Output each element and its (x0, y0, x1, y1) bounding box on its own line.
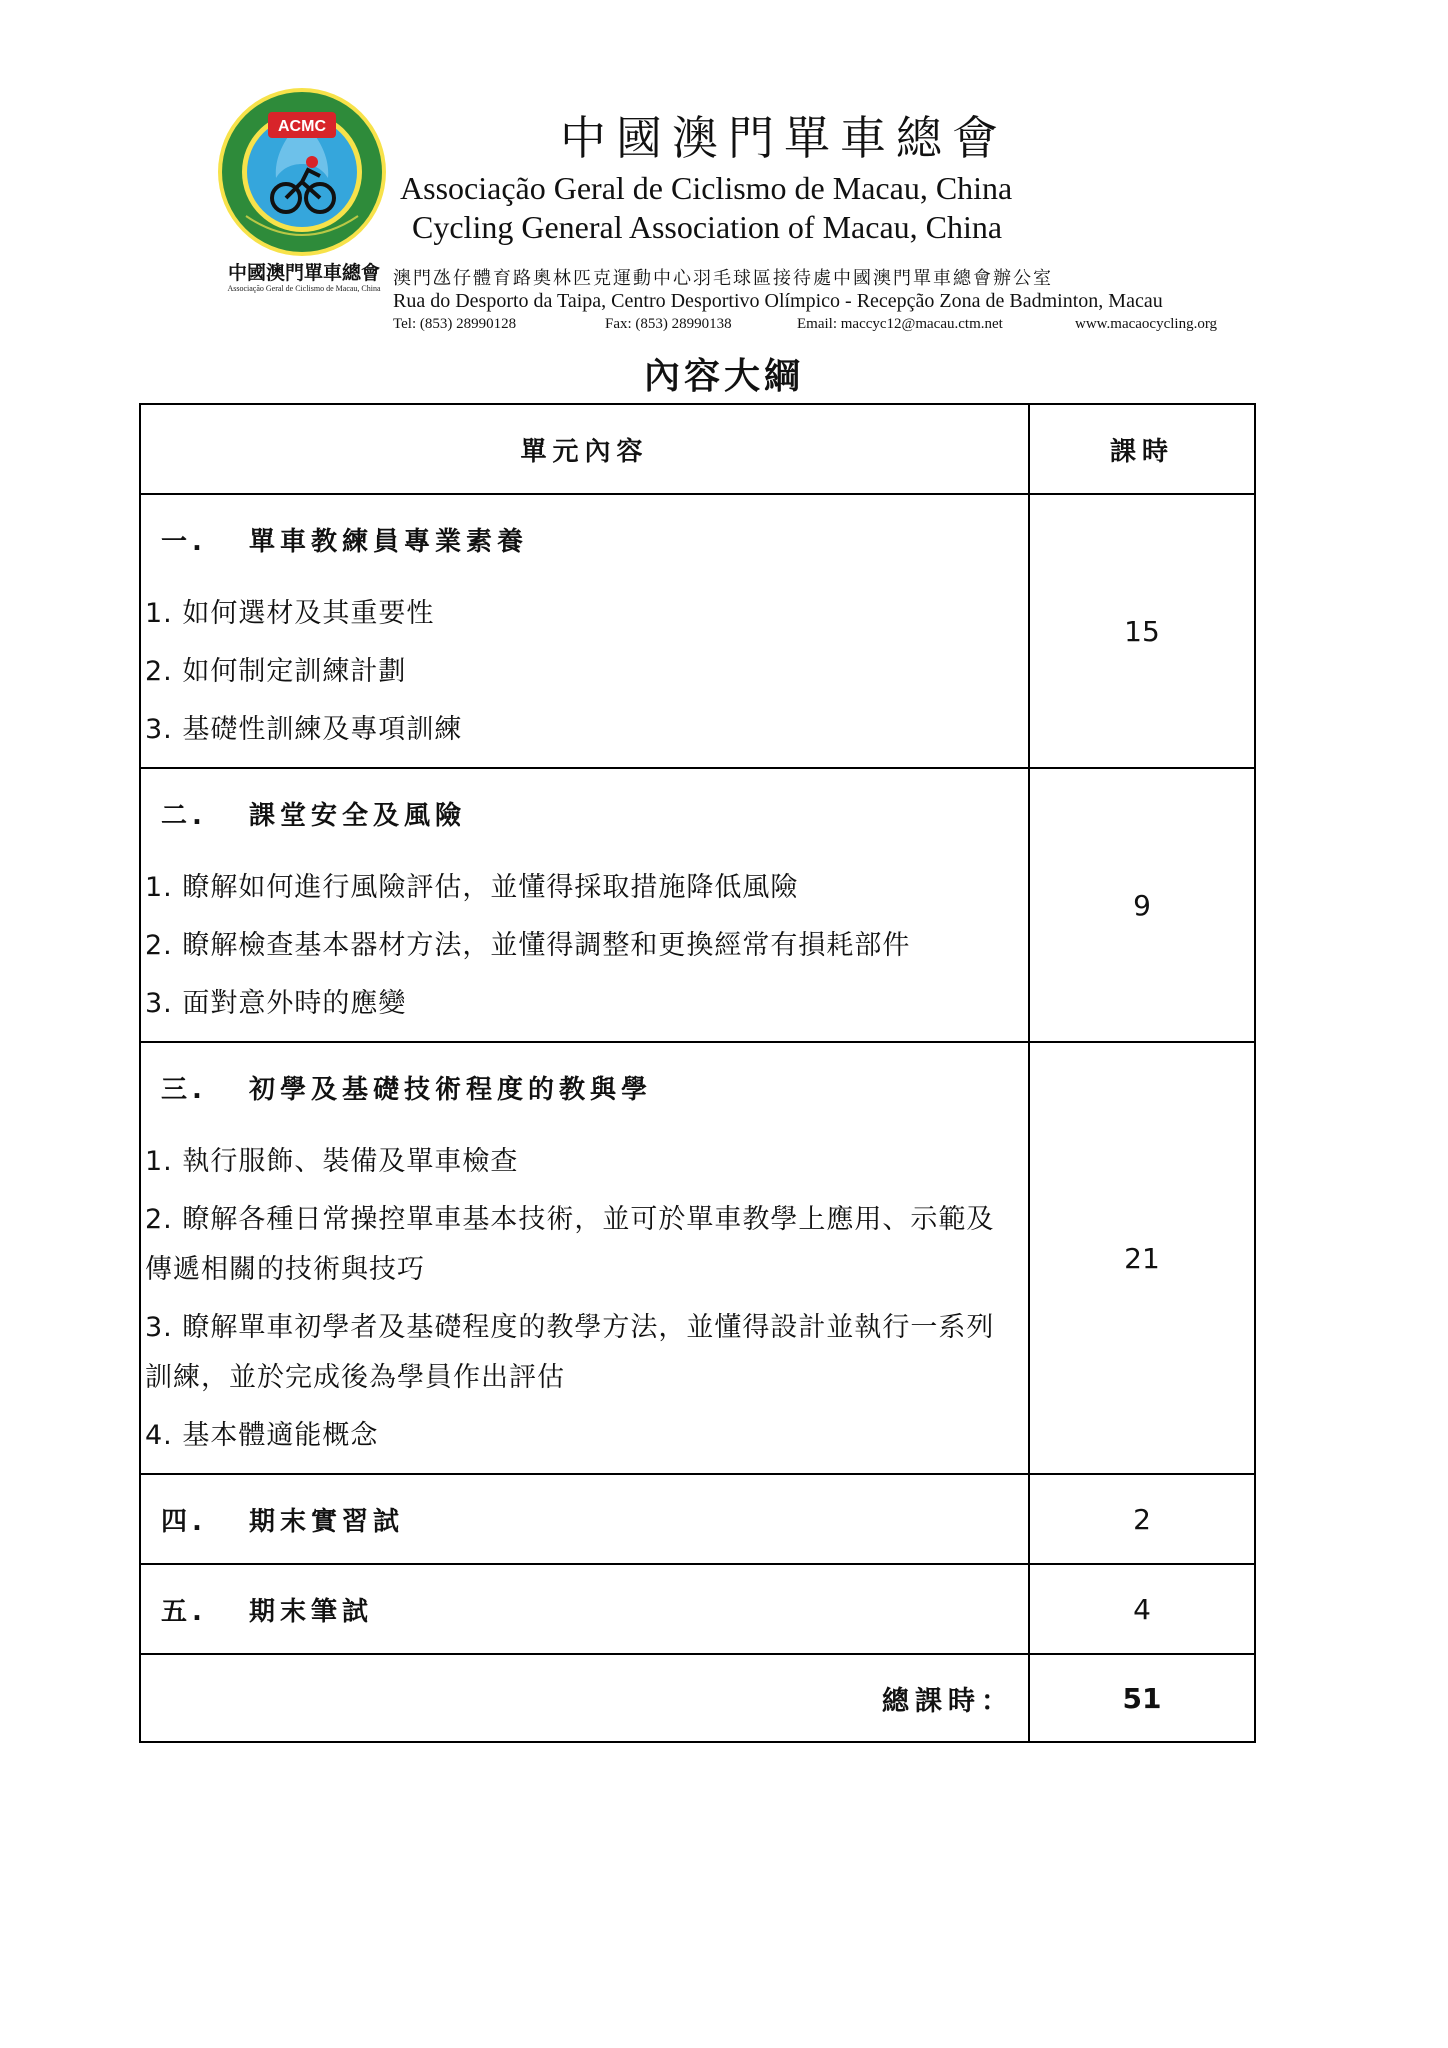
section-hours: 21 (1029, 1042, 1255, 1474)
logo-badge-text: ACMC (278, 118, 326, 135)
section-hours: 9 (1029, 768, 1255, 1042)
list-item: 3. 瞭解單車初學者及基礎程度的教學方法，並懂得設計並執行一系列訓練，並於完成後為學員作出評估 (145, 1312, 995, 1393)
section-title (141, 1565, 1028, 1653)
section-title (141, 1043, 1028, 1131)
list-item: 2. 如何制定訓練計劃 (145, 656, 407, 687)
list-item: 1. 如何選材及其重要性 (145, 598, 435, 629)
section-title-text: 初學及基礎技術程度的教與學 (249, 1074, 653, 1105)
section-number: 五. (161, 1596, 207, 1627)
org-name-cn: 中國澳門單車總會 (560, 111, 1008, 165)
section-title (141, 1475, 1028, 1563)
table-header-row (140, 404, 1255, 494)
list-item: 1. 瞭解如何進行風險評估，並懂得採取措施降低風險 (145, 872, 799, 903)
section-hours: 2 (1029, 1474, 1255, 1564)
section-number: 四. (161, 1506, 207, 1537)
list-item: 3. 面對意外時的應變 (145, 988, 407, 1019)
org-name-en: Cycling General Association of Macau, China (412, 209, 1003, 245)
total-hours: 51 (1029, 1654, 1255, 1742)
logo-caption-cn: 中國澳門單車總會 (227, 262, 380, 284)
section-title-text: 期末實習試 (249, 1506, 405, 1537)
org-name-pt: Associação Geral de Ciclismo de Macau, China (400, 170, 1013, 206)
section-number: 三. (161, 1074, 207, 1105)
section-title-text: 課堂安全及風險 (249, 800, 467, 831)
list-item: 1. 執行服飾、裝備及單車檢查 (145, 1146, 519, 1177)
tel: Tel: (853) 28990128 (393, 316, 517, 332)
section-hours: 15 (1029, 494, 1255, 768)
total-label: 總課時： (140, 1654, 1029, 1742)
address-pt: Rua do Desporto da Taipa, Centro Desportivo Olímpico - Recepção Zona de Badminton, Macau (393, 290, 1163, 312)
fax: Fax: (853) 28990138 (605, 316, 732, 332)
table-row (140, 1042, 1255, 1474)
list-item: 2. 瞭解檢查基本器材方法，並懂得調整和更換經常有損耗部件 (145, 930, 911, 961)
section-title (141, 495, 1028, 583)
list-item: 4. 基本體適能概念 (145, 1420, 379, 1451)
section-title (141, 769, 1028, 857)
address-cn: 澳門氹仔體育路奧林匹克運動中心羽毛球區接待處中國澳門單車總會辦公室 (393, 268, 1053, 289)
list-item: 3. 基礎性訓練及專項訓練 (145, 714, 463, 745)
email[interactable]: Email: maccyc12@macau.ctm.net (797, 316, 1003, 332)
table-row (140, 494, 1255, 768)
table-row (140, 768, 1255, 1042)
logo-caption-pt: Associação Geral de Ciclismo de Macau, China (227, 284, 381, 293)
section-number: 一. (161, 526, 207, 557)
list-item: 2. 瞭解各種日常操控單車基本技術，並可於單車教學上應用、示範及傳遞相關的技術與技巧 (145, 1204, 995, 1285)
course-outline-table (139, 403, 1256, 1743)
website[interactable]: www.macaocycling.org (1075, 316, 1218, 332)
table-row (140, 1564, 1255, 1654)
header-hours: 課時 (1029, 404, 1255, 494)
total-row (140, 1654, 1255, 1742)
section-hours: 4 (1029, 1564, 1255, 1654)
section-title-text: 期末筆試 (249, 1596, 374, 1627)
section-title-text: 單車教練員專業素養 (249, 526, 529, 557)
section-number: 二. (161, 800, 207, 831)
table-row (140, 1474, 1255, 1564)
header-content: 單元內容 (140, 404, 1029, 494)
document-title: 內容大綱 (643, 356, 804, 397)
association-logo (216, 86, 388, 258)
